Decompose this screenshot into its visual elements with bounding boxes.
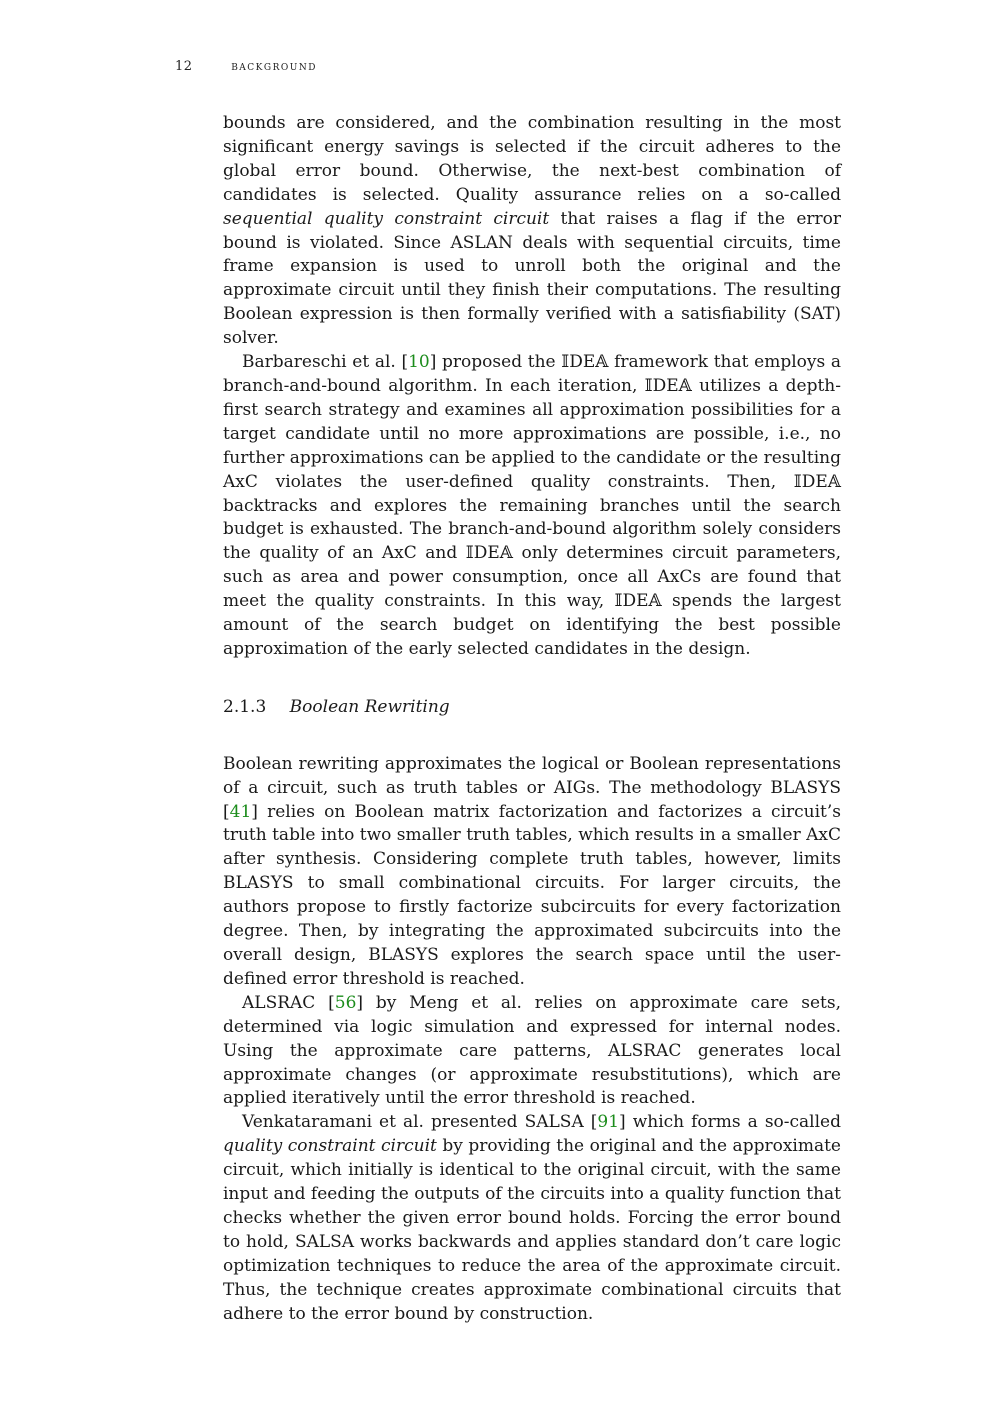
paragraph-text: by providing the original and the approximate circuit, which initially is identical to the original circuit, with the same input and feeding the outputs of the circuits into a quality function that checks whether the given error bound holds. Forcing the error bound to hold, SALSA works backwards and applies standard don’t care logic optimization techniques to reduce the area of the approximate circuit. Thus, the technique creates approximate combinational circuits that adhere to the error bound by construction.: [223, 1136, 841, 1324]
paragraph-idea: [223, 351, 841, 662]
page-number: 12: [175, 59, 193, 74]
paragraph-text: ] proposed the 𝕀DE𝔸 framework that employs a branch-and-bound algorithm. In each iteration, 𝕀DE𝔸 utilizes a depth-first search strategy and examines all approximation possibilities for a target candidate until no more approximations are possible, i.e., no further approximations can be applied to the candidate or the resulting AxC violates the user-defined quality constraints. Then, 𝕀DE𝔸 backtracks and explores the remaining branches until the search budget is exhausted. The branch-and-bound algorithm solely considers the quality of an AxC and 𝕀DE𝔸 only determines circuit parameters, such as area and power consumption, once all AxCs are found that meet the quality constraints. In this way, 𝕀DE𝔸 spends the largest amount of the search budget on identifying the best possible approximation of the early selected candidates in the design.: [223, 352, 842, 659]
paragraph-text: Barbareschi et al. [: [242, 352, 409, 373]
running-head: [175, 59, 317, 74]
paragraph-text: Boolean rewriting approximates the logical or Boolean representations of a circuit, such as truth tables or AIGs. The methodology BLASYS [: [223, 753, 841, 822]
citation-link[interactable]: 91: [597, 1112, 620, 1133]
chapter-title: background: [231, 59, 317, 74]
paragraph-text: ] relies on Boolean matrix factorization and factorizes a circuit’s truth table into two smaller truth tables, which results in a smaller AxC after synthesis. Considering complete truth tables, however, limits BLASYS to small combinational circuits. For larger circuits, the authors propose to firstly factorize subcircuits for every factorization degree. Then, by integrating the approximated subcircuits into the overall design, BLASYS explores the search space until the user-defined error threshold is reached.: [223, 801, 841, 989]
paragraph-text: ALSRAC [: [242, 992, 335, 1013]
paragraph-blasys: [223, 753, 841, 992]
section-number: 2.1.3: [223, 696, 267, 717]
emphasis-text: sequential quality constraint circuit: [223, 208, 550, 229]
citation-link[interactable]: 56: [334, 992, 357, 1013]
emphasis-text: quality constraint circuit: [223, 1136, 437, 1157]
paragraph-text: Venkataramani et al. presented SALSA [: [242, 1112, 598, 1133]
citation-link[interactable]: 41: [229, 801, 252, 822]
body-text: [223, 112, 841, 1327]
paragraph-alsrac: [223, 992, 841, 1112]
section-title: Boolean Rewriting: [289, 696, 450, 717]
paragraph-text: ] by Meng et al. relies on approximate care sets, determined via logic simulation and expressed for internal nodes. Using the approximate care patterns, ALSRAC generates local approximate changes (or approximate resubstitutions), which are applied iteratively until the error threshold is reached.: [223, 992, 841, 1109]
paragraph-aslan: [223, 112, 841, 351]
paragraph-text: that raises a flag if the error bound is violated. Since ASLAN deals with sequential circuits, time frame expansion is used to unroll both the original and the approximate circuit until they finish their computations. The resulting Boolean expression is then formally verified with a satisfiability (SAT) solver.: [223, 208, 841, 349]
paragraph-text: bounds are considered, and the combination resulting in the most significant energy savings is selected if the circuit adheres to the global error bound. Otherwise, the next-best combination of candidates is selected. Quality assurance relies on a so-called: [223, 113, 841, 205]
citation-link[interactable]: 10: [408, 352, 430, 373]
section-heading: [223, 696, 841, 720]
paragraph-text: ] which forms a so-called: [619, 1112, 841, 1133]
paragraph-salsa: [223, 1111, 841, 1326]
